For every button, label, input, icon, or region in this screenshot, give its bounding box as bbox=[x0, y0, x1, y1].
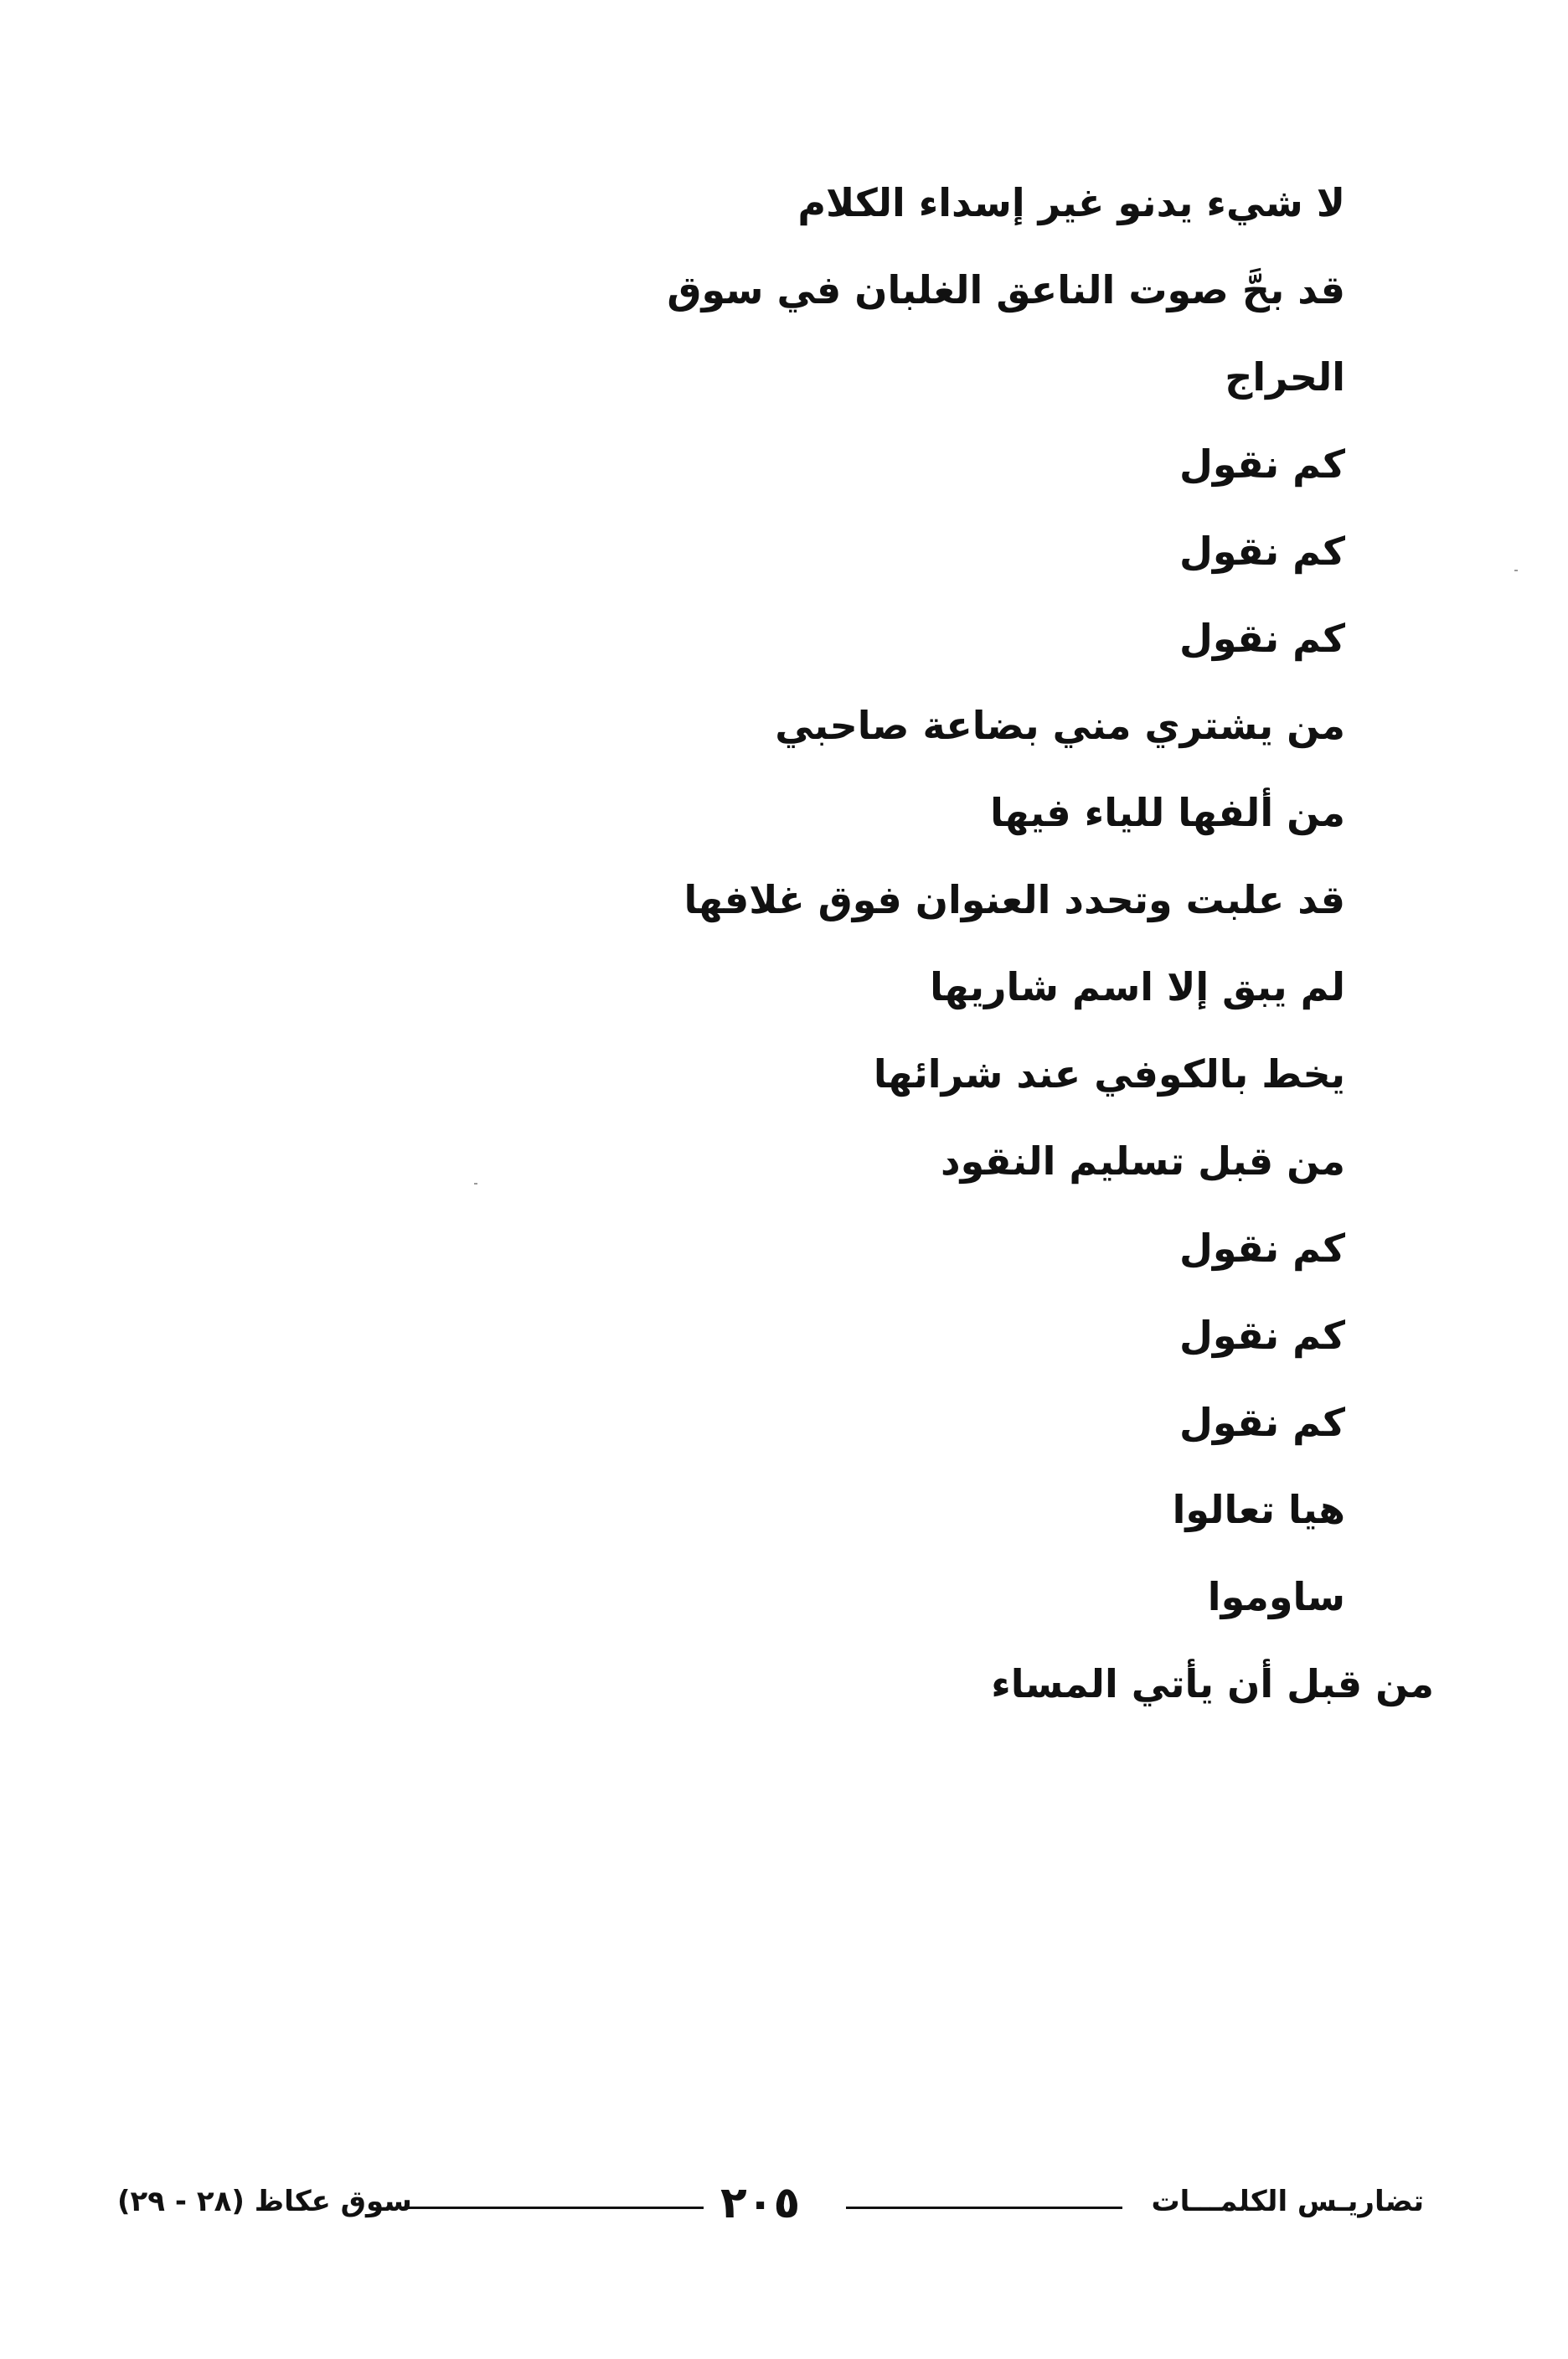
poem bbox=[256, 159, 1434, 1727]
page-number: ٢٠٥ bbox=[720, 2178, 801, 2228]
poem-line: كم نقول bbox=[1179, 616, 1345, 661]
poem-line: الحراج bbox=[1225, 354, 1345, 400]
poem-line: ساوموا bbox=[1207, 1574, 1345, 1619]
scan-speck bbox=[474, 1183, 477, 1185]
footer-rule bbox=[846, 2207, 1122, 2209]
poem-line: لم يبق إلا اسم شاريها bbox=[930, 964, 1345, 1009]
page-footer bbox=[117, 2178, 1424, 2228]
footer-rule bbox=[402, 2207, 704, 2209]
poem-line: من قبل تسليم النقود bbox=[941, 1138, 1345, 1184]
poem-line: لا شيء يدنو غير إسداء الكلام bbox=[797, 180, 1345, 225]
poem-line: كم نقول bbox=[1179, 1313, 1345, 1358]
poem-line: من يشتري مني بضاعة صاحبي bbox=[775, 703, 1345, 748]
poem-line: قد بحَّ صوت الناعق الغلبان في سوق bbox=[667, 267, 1345, 312]
scan-speck bbox=[1514, 570, 1518, 571]
poem-line: قد علبت وتحدد العنوان فوق غلافها bbox=[683, 877, 1345, 922]
poem-line: كم نقول bbox=[1179, 1400, 1345, 1445]
poem-line: كم نقول bbox=[1179, 529, 1345, 574]
footer-book-title: تضاريـس الكلمـــات bbox=[1151, 2185, 1424, 2218]
poem-line: كم نقول bbox=[1179, 1226, 1345, 1271]
poem-line: من ألفها للياء فيها bbox=[990, 790, 1345, 835]
poem-line: كم نقول bbox=[1179, 441, 1345, 487]
footer-journal: سوق عكاظ (٢٨ - ٢٩) bbox=[117, 2185, 412, 2218]
poem-line: من قبل أن يأتي المساء bbox=[991, 1661, 1434, 1706]
poem-line: هيا تعالوا bbox=[1172, 1487, 1345, 1532]
poem-line: يخط بالكوفي عند شرائها bbox=[873, 1051, 1345, 1097]
